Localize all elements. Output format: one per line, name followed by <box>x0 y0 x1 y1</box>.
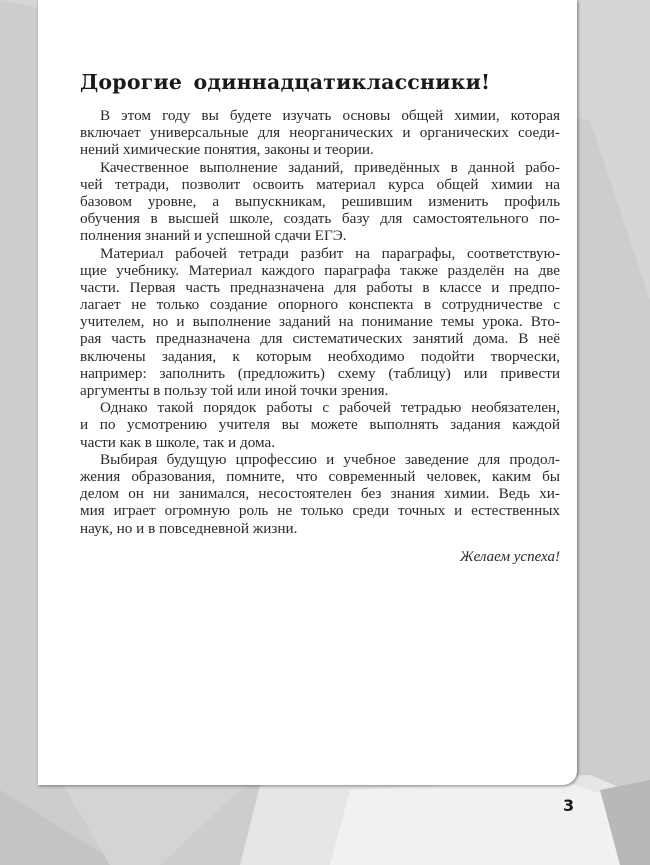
text-line: включены задания, к которым необходимо подойти творчески, <box>80 347 560 365</box>
text-line: Однако такой порядок работы с рабочей тетрадью необязателен, <box>100 399 560 417</box>
text-line: обучения в высшей школе, создать базу для самостоятельного по- <box>80 210 560 228</box>
text-line: полнения знаний и успешной сдачи ЕГЭ. <box>80 227 347 245</box>
text-line: делом он ни занимался, несостоятелен без знания химии. Ведь хи- <box>80 485 560 503</box>
text-line: включает универсальные для неорганических и органических соеди- <box>80 124 560 142</box>
text-line: лагает не только создание опорного конспекта в сотрудничестве с <box>80 296 560 314</box>
text-line: Качественное выполнение заданий, приведённых в данной рабо- <box>100 158 560 176</box>
body-text <box>80 107 560 537</box>
text-line: базовом уровне, а выпускникам, решившим изменить профиль <box>80 192 560 210</box>
text-line: жения образования, помните, что современный человек, каким бы <box>80 467 560 485</box>
text-line: и по усмотрению учителя вы можете выполнять задания каждой <box>80 416 560 434</box>
text-line: наук, но и в повседневной жизни. <box>80 519 298 537</box>
text-line: В этом году вы будете изучать основы общей химии, которая <box>100 107 560 124</box>
paragraph <box>80 245 560 400</box>
text-line: учителем, но и выполнение заданий на понимание темы урока. Вто- <box>80 313 560 331</box>
text-line: мия играет огромную роль не только среди точных и естественных <box>80 502 560 520</box>
text-line: части. Первая часть предназначена для работы в классе и предпо- <box>80 278 560 296</box>
text-line: например: заполнить (предложить) схему (таблицу) или привести <box>80 364 560 382</box>
paragraph <box>80 159 560 245</box>
text-line: чей тетради, позволит освоить материал курса общей химии на <box>80 175 560 193</box>
signoff: Желаем успеха! <box>459 549 560 565</box>
text-line: рая часть предназначена для систематических занятий дома. В неё <box>80 330 560 348</box>
text-line: аргументы в пользу той или иной точки зрения. <box>80 382 389 399</box>
text-line: Материал рабочей тетради разбит на параграфы, соответствую- <box>100 244 560 262</box>
paragraph <box>80 399 560 451</box>
paragraph <box>80 451 560 537</box>
text-line: Выбирая будущую цпрофессию и учебное заведение для продол- <box>100 450 560 468</box>
paragraph <box>80 107 560 159</box>
text-line: нений химические понятия, законы и теории. <box>80 141 374 159</box>
page-number: 3 <box>563 796 575 815</box>
page-title: Дорогие одиннадцатиклассники! <box>80 70 491 94</box>
text-line: части как в школе, так и дома. <box>80 433 276 451</box>
text-line: щие учебнику. Материал каждого параграфа также разделён на две <box>80 261 560 279</box>
